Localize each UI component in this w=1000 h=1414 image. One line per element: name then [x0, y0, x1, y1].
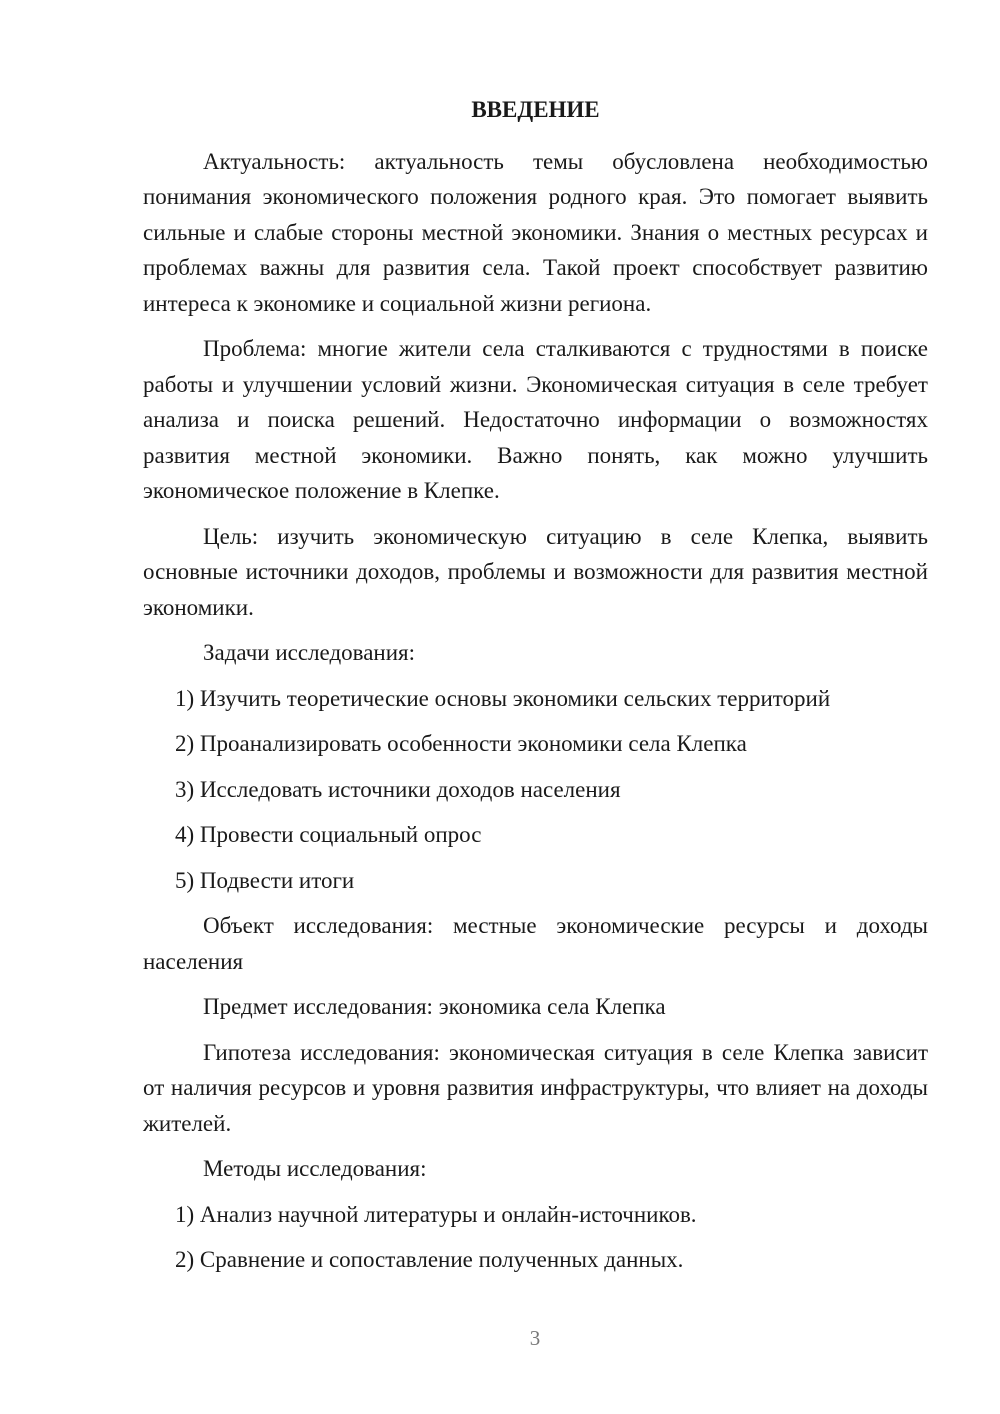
method-item: 2) Сравнение и сопоставление полученных данных.: [175, 1247, 684, 1272]
goal-paragraph: Цель: изучить экономическую ситуацию в селе Клепка, выявить основные источники доходов, проблемы и возможности для развития местной экономики.: [143, 523, 928, 620]
page-title: ВВЕДЕНИЕ: [471, 97, 600, 122]
task-item: 4) Провести социальный опрос: [175, 822, 482, 847]
task-item: 2) Проанализировать особенности экономики села Клепка: [175, 731, 747, 756]
task-item: 3) Исследовать источники доходов населения: [175, 776, 621, 802]
object-paragraph: Объект исследования: местные экономические ресурсы и доходы населения: [143, 913, 928, 974]
tasks-heading: Задачи исследования:: [203, 640, 416, 665]
page-content: [143, 92, 928, 1288]
method-item: 1) Анализ научной литературы и онлайн-источников.: [175, 1201, 697, 1227]
methods-heading: Методы исследования:: [203, 1156, 427, 1181]
subject-paragraph: Предмет исследования: экономика села Клепка: [203, 994, 666, 1019]
task-item: 5) Подвести итоги: [175, 867, 355, 893]
page-number: 3: [529, 1326, 541, 1350]
task-item: 1) Изучить теоретические основы экономики сельских территорий: [175, 685, 831, 711]
relevance-paragraph: Актуальность: актуальность темы обусловлена необходимостью понимания экономического положения родного края. Это помогает выявить сильные и слабые стороны местной экономики. Знания о местных ресурсах и проблемах важны для развития села. Такой проект способствует развитию интереса к экономике и социальной жизни региона.: [143, 148, 928, 316]
problem-paragraph: Проблема: многие жители села сталкиваются с трудностями в поиске работы и улучшении условий жизни. Экономическая ситуация в селе требует анализа и поиска решений. Недостаточно информации о возможностях развития местной экономики. Важно понять, как можно улучшить экономическое положение в Клепке.: [143, 336, 928, 503]
hypothesis-paragraph: Гипотеза исследования: экономическая ситуация в селе Клепка зависит от наличия ресурсов и уровня развития инфраструктуры, что влияет на доходы жителей.: [143, 1039, 928, 1136]
